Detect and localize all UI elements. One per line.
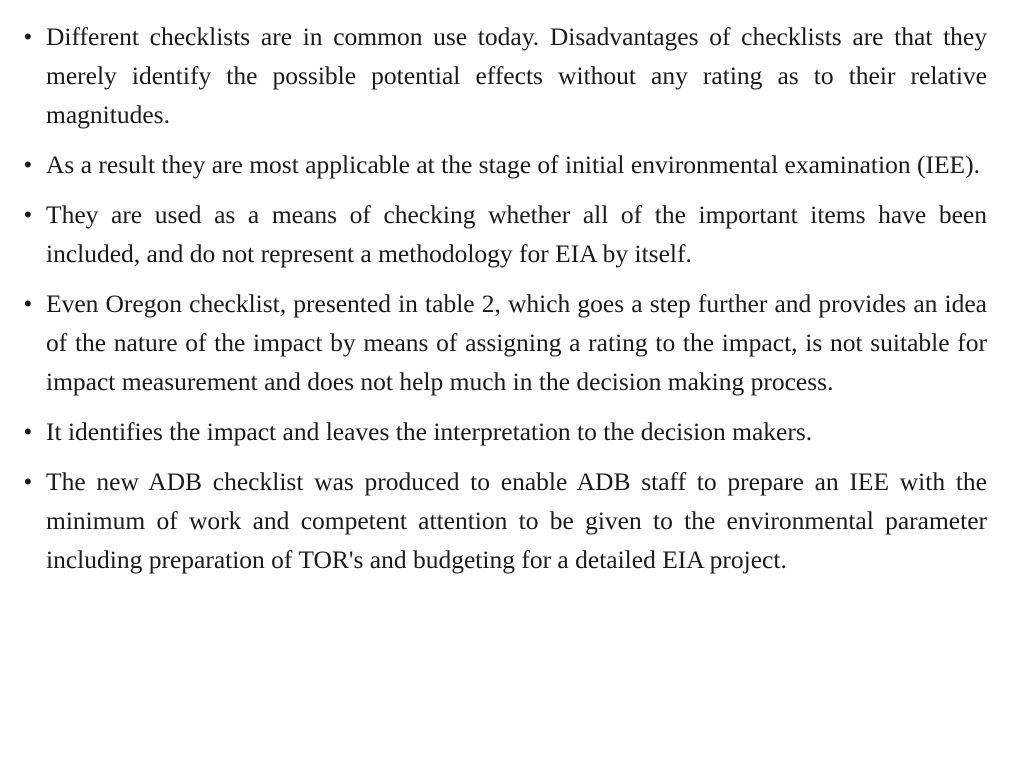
bullet-text: Different checklists are in common use today. Disadvantages of checklists are that they merely identify the possible potential effects without any rating as to their relative magnitudes. xyxy=(46,22,987,129)
bullet-point-icon: • xyxy=(24,152,32,177)
bullet-item-iee-applicability xyxy=(24,145,987,184)
bullet-point-icon: • xyxy=(24,24,32,49)
bullet-point-icon: • xyxy=(24,291,32,316)
bullet-point-icon: • xyxy=(24,419,32,444)
bullet-item-checklists-common xyxy=(24,17,987,134)
bullet-list xyxy=(24,17,987,590)
bullet-item-identifies-impact xyxy=(24,412,987,451)
bullet-point-icon: • xyxy=(24,469,32,494)
bullet-item-oregon-checklist xyxy=(24,284,987,401)
bullet-text: The new ADB checklist was produced to enable ADB staff to prepare an IEE with the minimum of work and competent attention to be given to the environmental parameter including preparation of TOR's and budgeting for a detailed EIA project. xyxy=(46,467,987,574)
bullet-text: As a result they are most applicable at the stage of initial environmental examination (IEE). xyxy=(46,150,980,179)
bullet-item-adb-checklist xyxy=(24,462,987,579)
bullet-text: They are used as a means of checking whether all of the important items have been included, and do not represent a methodology for EIA by itself. xyxy=(46,200,987,268)
bullet-text: It identifies the impact and leaves the interpretation to the decision makers. xyxy=(46,417,813,446)
bullet-text: Even Oregon checklist, presented in table 2, which goes a step further and provides an idea of the nature of the impact by means of assigning a rating to the impact, is not suitable for impact measurement and does not help much in the decision making process. xyxy=(46,289,987,396)
bullet-item-checking-means xyxy=(24,195,987,273)
bullet-point-icon: • xyxy=(24,202,32,227)
